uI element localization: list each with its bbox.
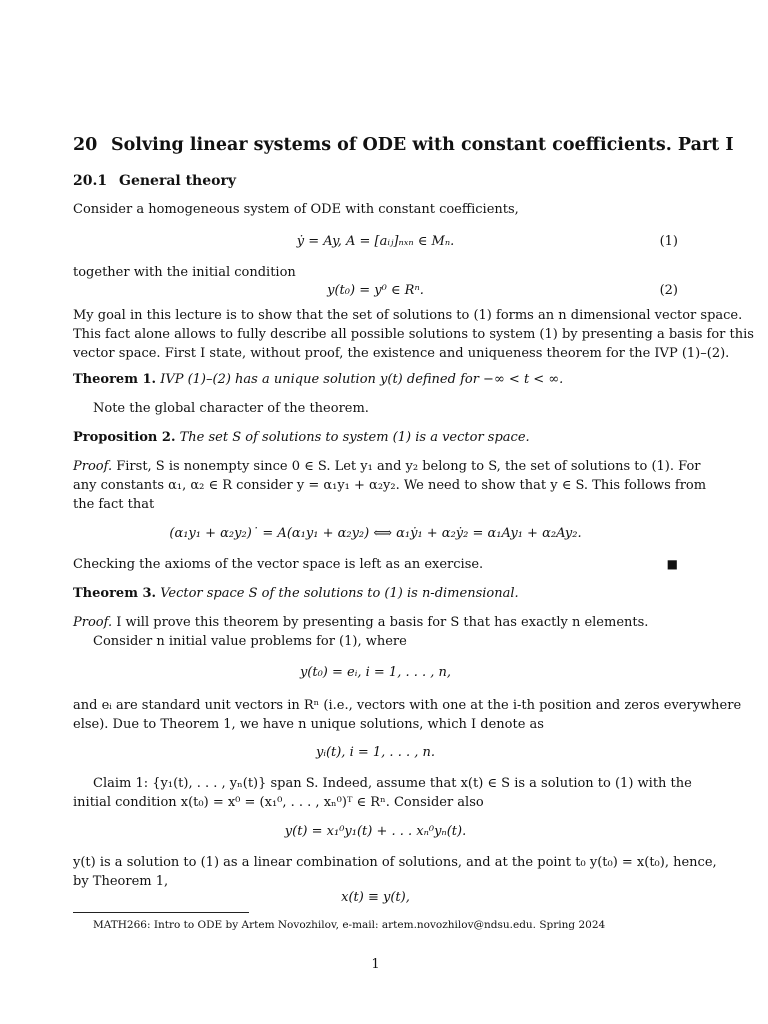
proof-text: First, S is nonempty since 0 ∈ S. Let y₁ and y₂ belong to S, the set of solutions to (1). For (116, 459, 701, 474)
theorem-3 (73, 584, 678, 603)
qed-icon: ■ (666, 557, 678, 571)
subsection-title: General theory (119, 173, 236, 189)
paragraph-intro: Consider a homogeneous system of ODE with constant coefficients, (73, 202, 519, 217)
paragraph-line: else). Due to Theorem 1, we have n unique solutions, which I denote as (73, 717, 544, 732)
paragraph-line: by Theorem 1, (73, 874, 169, 889)
proof-1 (73, 457, 707, 514)
paragraph-line: Claim 1: {y₁(t), . . . , yₙ(t)} span S. Indeed, assume that x(t) ∈ S is a solution to (1) with the (93, 776, 692, 791)
paragraph-axioms (73, 555, 678, 574)
proposition-2 (73, 428, 678, 447)
equation-1-body: ẏ = Ay, A = [aᵢⱼ]ₙₓₙ ∈ Mₙ. (296, 234, 455, 249)
paragraph-line: and eᵢ are standard unit vectors in Rⁿ (i.e., vectors with one at the i-th position and zeros everywhere (73, 698, 742, 713)
axioms-text: Checking the axioms of the vector space is left as an exercise. (73, 557, 484, 572)
paragraph-line: any constants α₁, α₂ ∈ R consider y = α₁y₁ + α₂y₂. We need to show that y ∈ S. This follows from (73, 478, 707, 493)
paragraph-line (73, 457, 701, 476)
paragraph-line: vector space. First I state, without proof, the existence and uniqueness theorem for the IVP (1)–(2). (73, 346, 730, 361)
equation-1 (73, 232, 678, 251)
paragraph-goal (73, 306, 754, 363)
proof-text: I will prove this theorem by presenting a basis for S that has exactly n elements. (116, 615, 649, 630)
section-heading (73, 136, 734, 155)
proof-label: Proof. (73, 615, 113, 630)
subsection-number: 20.1 (73, 173, 108, 189)
equation-6: y(t) = x₁⁰y₁(t) + . . . xₙ⁰yₙ(t). (284, 824, 467, 839)
paragraph-line: y(t) is a solution to (1) as a linear combination of solutions, and at the point t₀ y(t₀) = x(t₀), hence, (73, 855, 717, 870)
theorem-1-body: IVP (1)–(2) has a unique solution y(t) defined for −∞ < t < ∞. (160, 372, 564, 387)
equation-3: (α₁y₁ + α₂y₂)˙ = A(α₁y₁ + α₂y₂) ⟺ α₁ẏ₁ + α₂ẏ₂ = α₁Ay₁ + α₂Ay₂. (169, 526, 582, 541)
theorem-3-body: Vector space S of the solutions to (1) is n-dimensional. (160, 586, 519, 601)
footnote: MATH266: Intro to ODE by Artem Novozhilov, e-mail: artem.novozhilov@ndsu.edu. Spring 2024 (93, 919, 606, 931)
paragraph-unit-vectors (73, 696, 742, 734)
paragraph-initial-condition: together with the initial condition (73, 265, 296, 280)
paragraph-line (73, 613, 678, 632)
footnote-rule (73, 912, 249, 913)
proposition-2-body: The set S of solutions to system (1) is a vector space. (179, 430, 530, 445)
paragraph-line: Consider n initial value problems for (1), where (93, 634, 407, 649)
equation-2-number: (2) (659, 283, 678, 298)
paragraph-line: initial condition x(t₀) = x⁰ = (x₁⁰, . . . , xₙ⁰)ᵀ ∈ Rⁿ. Consider also (73, 795, 484, 810)
equation-5: yᵢ(t), i = 1, . . . , n. (315, 745, 435, 760)
equation-1-number: (1) (659, 234, 678, 249)
paragraph-line: This fact alone allows to fully describe all possible solutions to system (1) by presenting a basis for this (73, 327, 754, 342)
paragraph-linear-combination (73, 853, 717, 891)
section-number: 20 (73, 135, 98, 155)
proof-2 (73, 613, 678, 651)
theorem-1 (73, 370, 678, 389)
proposition-2-label: Proposition 2. (73, 430, 176, 445)
theorem-3-label: Theorem 3. (73, 586, 157, 601)
equation-2-body: y(t₀) = y⁰ ∈ Rⁿ. (327, 283, 424, 298)
equation-4: y(t₀) = eᵢ, i = 1, . . . , n, (299, 665, 452, 680)
theorem-1-label: Theorem 1. (73, 372, 157, 387)
equation-2 (73, 281, 678, 300)
paragraph-line: the fact that (73, 497, 155, 512)
proof-label: Proof. (73, 459, 113, 474)
paragraph-claim-1 (73, 774, 692, 812)
paragraph-note: Note the global character of the theorem. (93, 401, 369, 416)
section-title: Solving linear systems of ODE with constant coefficients. Part I (111, 135, 734, 155)
subsection-heading (73, 172, 236, 191)
equation-7: x(t) ≡ y(t), (341, 890, 410, 905)
page-number: 1 (371, 957, 380, 972)
paragraph-line: My goal in this lecture is to show that the set of solutions to (1) forms an n dimensional vector space. (73, 308, 743, 323)
